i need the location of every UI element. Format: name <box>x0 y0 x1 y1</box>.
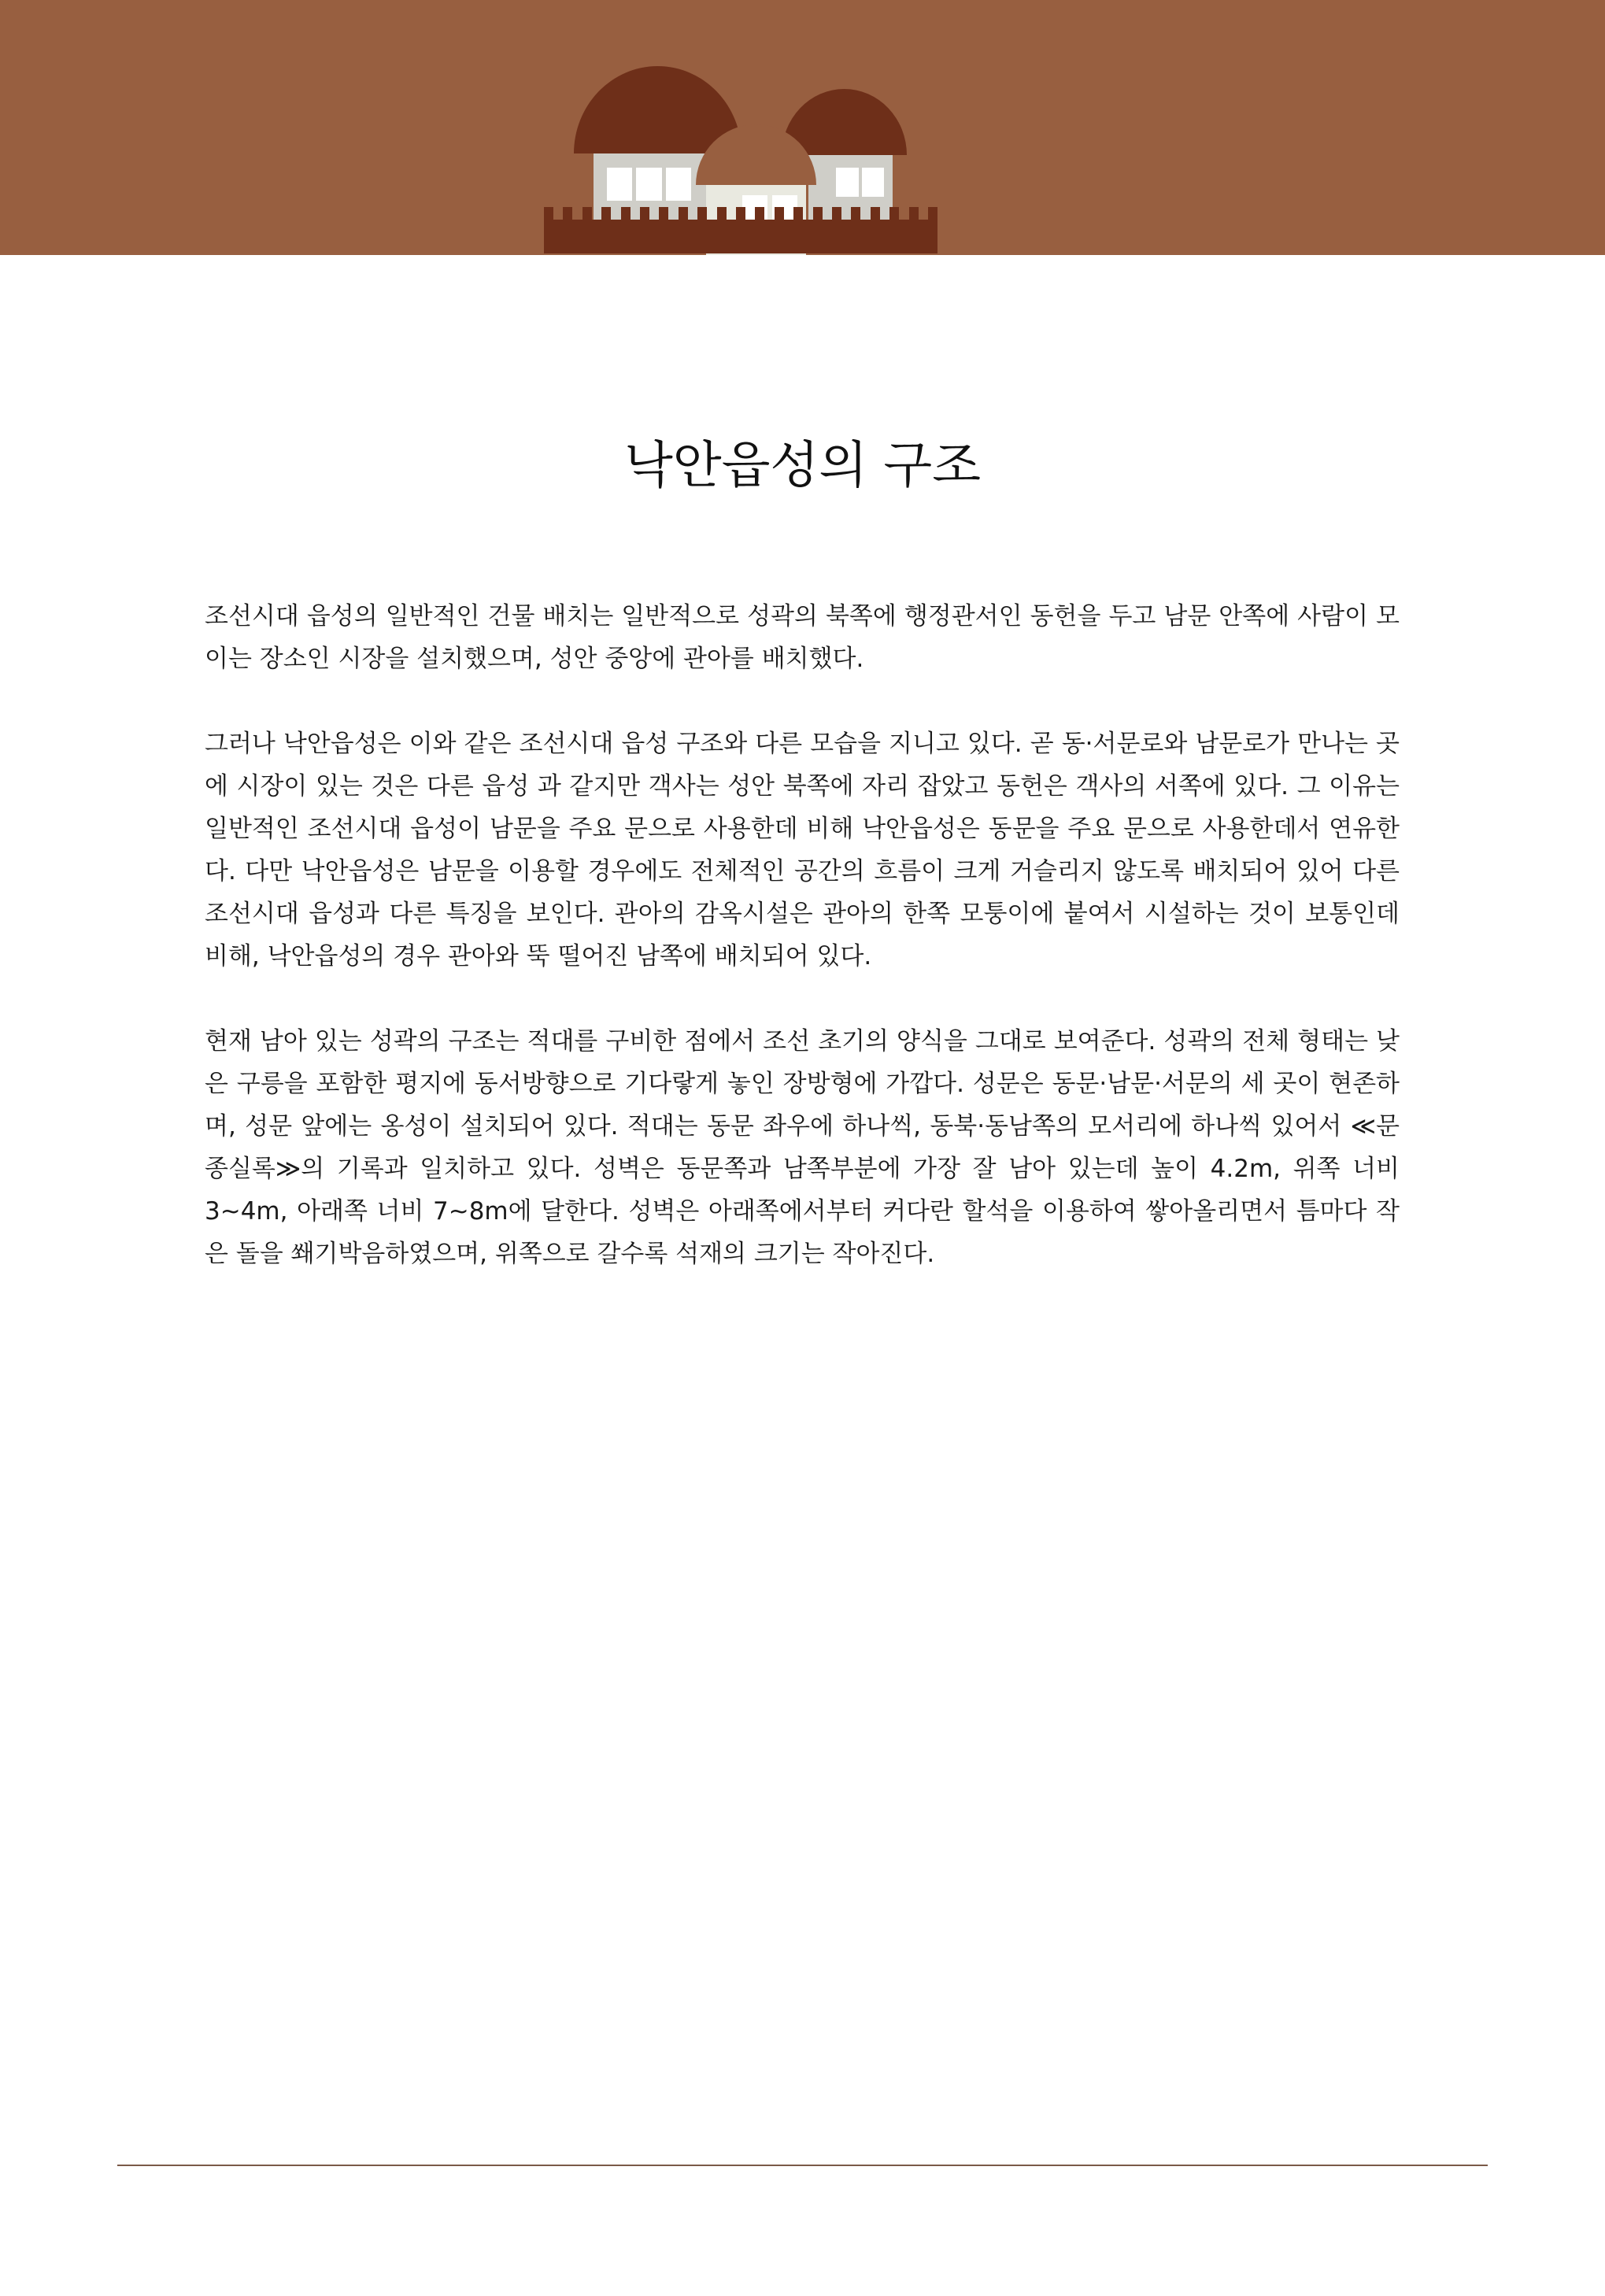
merlon <box>582 207 592 220</box>
window <box>666 168 691 201</box>
merlon <box>793 207 803 220</box>
window <box>607 168 632 201</box>
merlon <box>928 207 937 220</box>
merlon <box>563 207 572 220</box>
merlon <box>717 207 727 220</box>
paragraph: 그러나 낙안읍성은 이와 같은 조선시대 읍성 구조와 다른 모습을 지니고 있다. 곧 동·서문로와 남문로가 만나는 곳에 시장이 있는 것은 다른 읍성 과 같지만 객사는 성안 북쪽에 자리 잡았고 동헌은 객사의 서쪽에 있다. 그 이유는 일반적인 조선시대 읍성이 남문을 주요 문으로 사용한데 비해 낙안읍성은 동문을 주요 문으로 사용한데서 연유한다. 다만 낙안읍성은 남문을 이용할 경우에도 전체적인 공간의 흐름이 크게 거슬리지 않도록 배치되어 있어 다른 조선시대 읍성과 다른 특징을 보인다. 관아의 감옥시설은 관아의 한쪽 모퉁이에 붙여서 시설하는 것이 보통인데 비해, 낙안읍성의 경우 관아와 뚝 떨어진 남쪽에 배치되어 있다. <box>205 730 1400 971</box>
window <box>836 168 859 197</box>
merlon <box>640 207 649 220</box>
fortress-wall <box>544 220 937 253</box>
merlon <box>697 207 707 220</box>
merlon <box>813 207 823 220</box>
merlon <box>871 207 880 220</box>
window <box>862 168 884 197</box>
merlon <box>659 207 668 220</box>
paragraph: 조선시대 읍성의 일반적인 건물 배치는 일반적으로 성곽의 북쪽에 행정관서인 동헌을 두고 남문 안쪽에 사람이 모이는 장소인 시장을 설치했으며, 성안 중앙에 관아를 배치했다. <box>205 602 1400 673</box>
merlon <box>775 207 784 220</box>
merlon <box>889 207 899 220</box>
paragraph: 현재 남아 있는 성곽의 구조는 적대를 구비한 점에서 조선 초기의 양식을 그대로 보여준다. 성곽의 전체 형태는 낮은 구릉을 포함한 평지에 동서방향으로 기다랗게 놓인 장방형에 가깝다. 성문은 동문·남문·서문의 세 곳이 현존하며, 성문 앞에는 옹성이 설치되어 있다. 적대는 동문 좌우에 하나씩, 동북·동남쪽의 모서리에 하나씩 있어서 ≪문종실록≫의 기록과 일치하고 있다. 성벽은 동문쪽과 남쪽부분에 가장 잘 남아 있는데 높이 4.2m, 위쪽 너비 3~4m, 아래쪽 너비 7~8m에 달한다. 성벽은 아래쪽에서부터 커다란 할석을 이용하여 쌓아올리면서 틈마다 작은 돌을 쐐기박음하였으며, 위쪽으로 갈수록 석재의 크기는 작아진다. <box>205 1027 1400 1268</box>
footer-divider <box>117 2165 1488 2166</box>
window <box>636 168 662 201</box>
merlon <box>679 207 688 220</box>
merlon <box>736 207 745 220</box>
merlon <box>544 207 553 220</box>
merlon <box>755 207 764 220</box>
page-title: 낙안읍성의 구조 <box>623 437 982 495</box>
merlon <box>851 207 860 220</box>
body-text <box>205 595 1400 1318</box>
merlon <box>909 207 919 220</box>
merlon <box>601 207 611 220</box>
merlon <box>832 207 841 220</box>
header-banner <box>0 0 1605 255</box>
merlon <box>621 207 631 220</box>
